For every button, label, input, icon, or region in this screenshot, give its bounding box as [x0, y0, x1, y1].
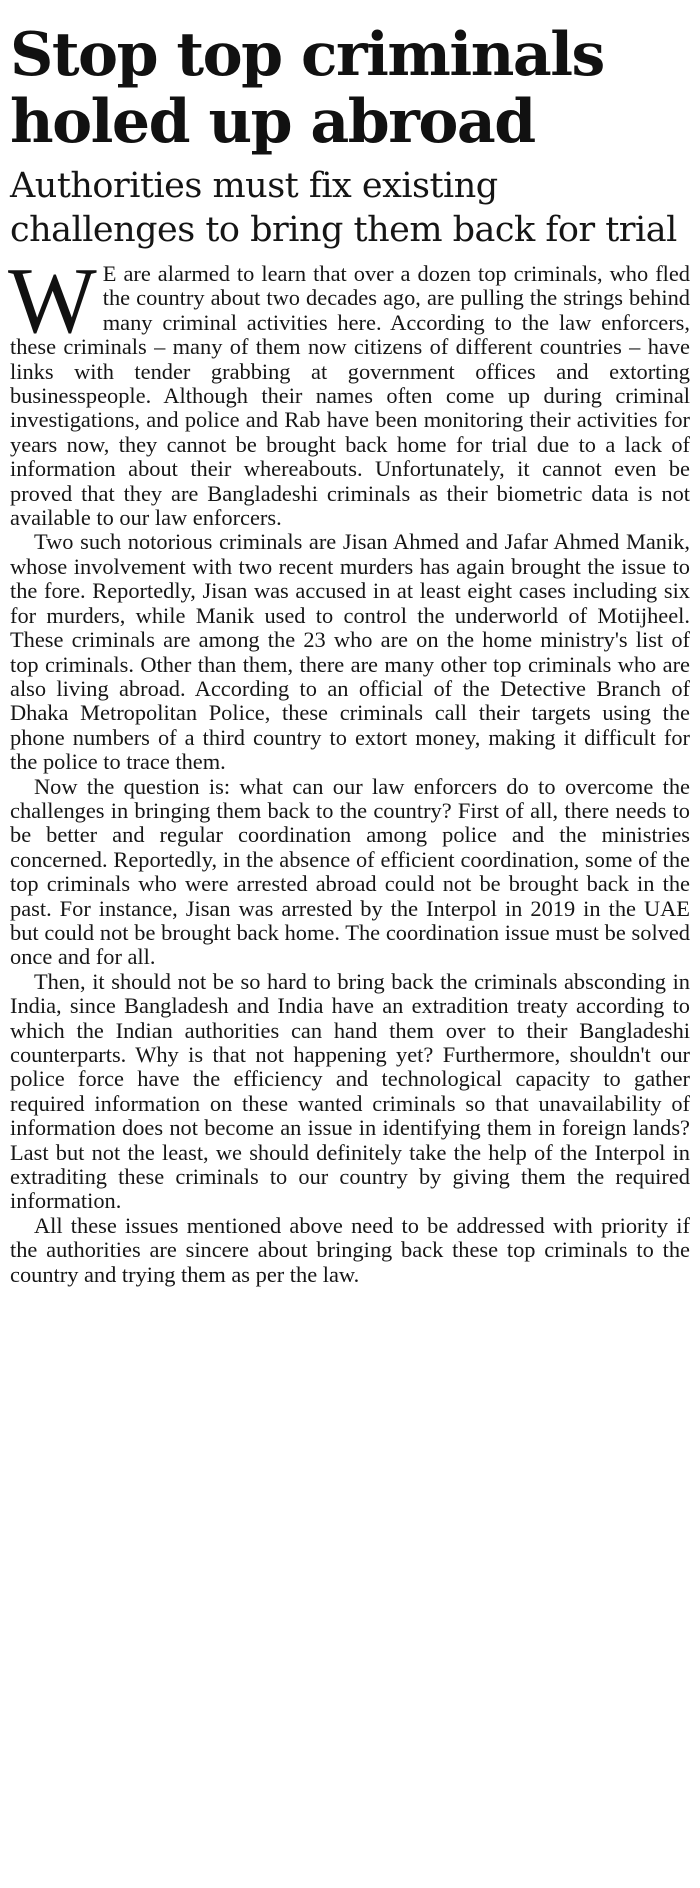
paragraph-4: Then, it should not be so hard to bring back the criminals absconding in India, since Bangladesh and India have an extradition treaty according to which the Indian authorities can hand them over to their Bangladeshi counterparts. Why is that not happening yet? Furthermore, shouldn't our police force have the efficiency and technological capacity to gather required information on these wanted criminals so that unavailability of information does not become an issue in identifying them in foreign lands? Last but not the least, we should definitely take the help of the Interpol in extraditing these criminals to our country by giving them the required information.: [10, 968, 690, 1214]
paragraph-3: Now the question is: what can our law enforcers do to overcome the challenges in bringing them back to the country? First of all, there needs to be better and regular coordination among police and the ministries concerned. Reportedly, in the absence of efficient coordination, some of the top criminals who were arrested abroad could not be brought back in the past. For instance, Jisan was arrested by the Interpol in 2019 in the UAE but could not be brought back home. The coordination issue must be solved once and for all.: [10, 773, 690, 970]
paragraph-1-text: E are alarmed to learn that over a dozen top criminals, who fled the country about two decades ago, are pulling the strings behind many criminal activities here. According to the law enforcers, these criminals – many of them now citizens of different countries – have links with tender grabbing at government offices and extorting businesspeople. Although their names often come up during criminal investigations, and police and Rab have been monitoring their activities for years now, they cannot be brought back home for trial due to a lack of information about their whereabouts. Unfortunately, it cannot even be proved that they are Bangladeshi criminals as their biometric data is not available to our law enforcers.: [10, 261, 690, 531]
article-body: [8, 249, 690, 1287]
drop-cap: W: [8, 249, 97, 353]
paragraph-5: All these issues mentioned above need to be addressed with priority if the authorities are sincere about bringing back these top criminals to the country and trying them as per the law.: [10, 1212, 690, 1287]
headline: Stop top criminals holed up abroad: [10, 20, 604, 157]
subheadline: Authorities must fix existing challenges to bring them back for trial: [10, 166, 677, 250]
paragraph-2: Two such notorious criminals are Jisan Ahmed and Jafar Ahmed Manik, whose involvement with two recent murders has again brought the issue to the fore. Reportedly, Jisan was accused in at least eight cases including six for murders, while Manik used to control the underworld of Motijheel. These criminals are among the 23 who are on the home ministry's list of top criminals. Other than them, there are many other top criminals who are also living abroad. According to an official of the Detective Branch of Dhaka Metropolitan Police, these criminals call their targets using the phone numbers of a third country to extort money, making it difficult for the police to trace them.: [10, 529, 690, 775]
paragraph-1: [8, 249, 690, 531]
